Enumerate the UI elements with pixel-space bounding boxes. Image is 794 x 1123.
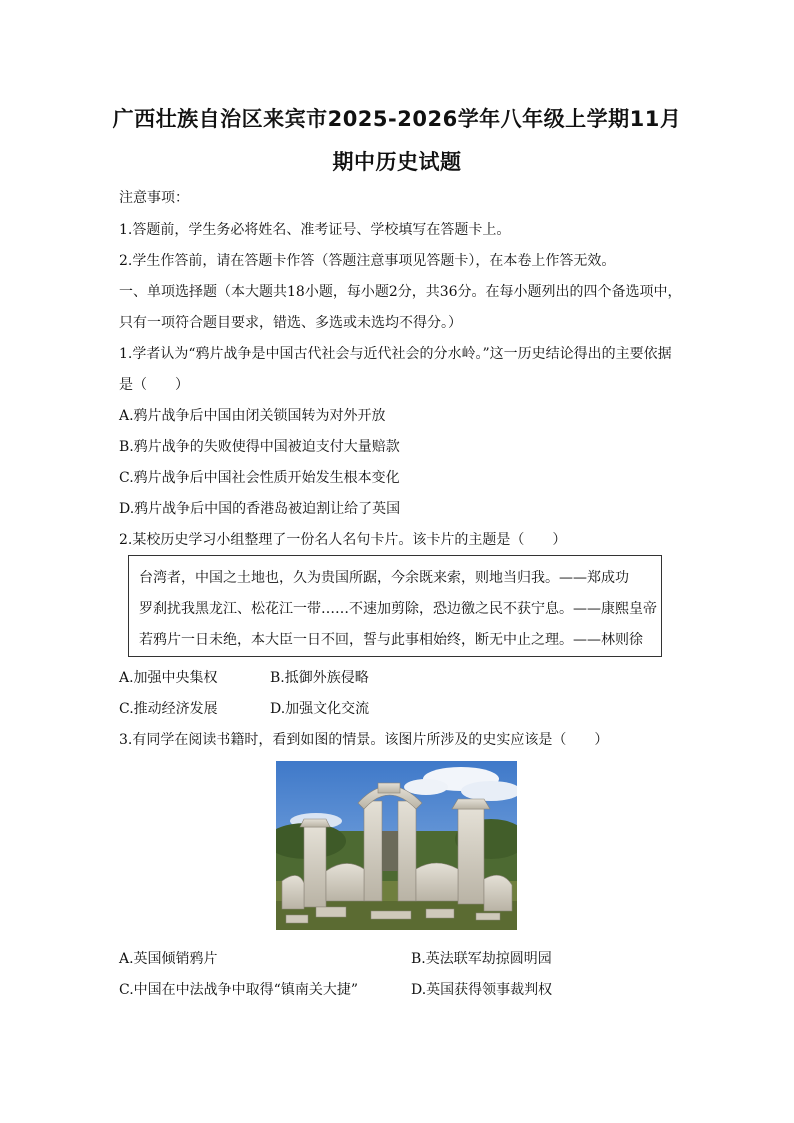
yuanmingyuan-ruins-photo bbox=[276, 761, 517, 930]
quote-card bbox=[128, 555, 662, 657]
q3-option-d: D.英国获得领事裁判权 bbox=[411, 982, 553, 998]
q2-option-d: D.加强文化交流 bbox=[270, 701, 370, 717]
q2-option-a: A.加强中央集权 bbox=[119, 670, 218, 686]
exam-title-line2: 期中历史试题 bbox=[332, 150, 462, 174]
note-item-2: 2.学生作答前，请在答题卡作答（答题注意事项见答题卡），在本卷上作答无效。 bbox=[119, 253, 616, 269]
q1-option-b: B.鸦片战争的失败使得中国被迫支付大量赔款 bbox=[119, 439, 400, 455]
q2-stem: 2.某校历史学习小组整理了一份名人名句卡片。该卡片的主题是（ ） bbox=[119, 532, 567, 548]
quote-line: 若鸦片一日未绝，本大臣一日不回，誓与此事相始终，断无中止之理。——林则徐 bbox=[139, 632, 643, 648]
quote-line: 罗刹扰我黑龙江、松花江一带……不速加剪除，恐边徼之民不获宁息。——康熙皇帝 bbox=[139, 601, 657, 617]
q1-option-d: D.鸦片战争后中国的香港岛被迫割让给了英国 bbox=[119, 501, 401, 517]
q3-option-c: C.中国在中法战争中取得“镇南关大捷” bbox=[119, 982, 358, 998]
quote-line: 台湾者，中国之土地也，久为贵国所踞，今余既来索，则地当归我。——郑成功 bbox=[139, 570, 629, 586]
notes-heading: 注意事项： bbox=[119, 190, 189, 206]
q3-option-a: A.英国倾销鸦片 bbox=[119, 951, 218, 967]
q2-option-c: C.推动经济发展 bbox=[119, 701, 218, 717]
q1-stem-line1: 1.学者认为“鸦片战争是中国古代社会与近代社会的分水岭。”这一历史结论得出的主要依据 bbox=[119, 346, 672, 362]
q1-option-a: A.鸦片战争后中国由闭关锁国转为对外开放 bbox=[119, 408, 386, 424]
q2-option-b: B.抵御外族侵略 bbox=[270, 670, 369, 686]
section-instructions-line2: 只有一项符合题目要求，错选、多选或未选均不得分。） bbox=[119, 315, 462, 331]
section-instructions-line1: 一、单项选择题（本大题共18小题，每小题2分，共36分。在每小题列出的四个备选项中， bbox=[119, 284, 682, 300]
q1-option-c: C.鸦片战争后中国社会性质开始发生根本变化 bbox=[119, 470, 400, 486]
q3-stem: 3.有同学在阅读书籍时，看到如图的情景。该图片所涉及的史实应该是（ ） bbox=[119, 732, 609, 748]
q3-option-b: B.英法联军劫掠圆明园 bbox=[411, 951, 552, 967]
note-item-1: 1.答题前，学生务必将姓名、准考证号、学校填写在答题卡上。 bbox=[119, 222, 511, 238]
exam-title-line1: 广西壮族自治区来宾市2025-2026学年八年级上学期11月 bbox=[112, 107, 682, 131]
q1-stem-line2: 是（ ） bbox=[119, 377, 189, 393]
